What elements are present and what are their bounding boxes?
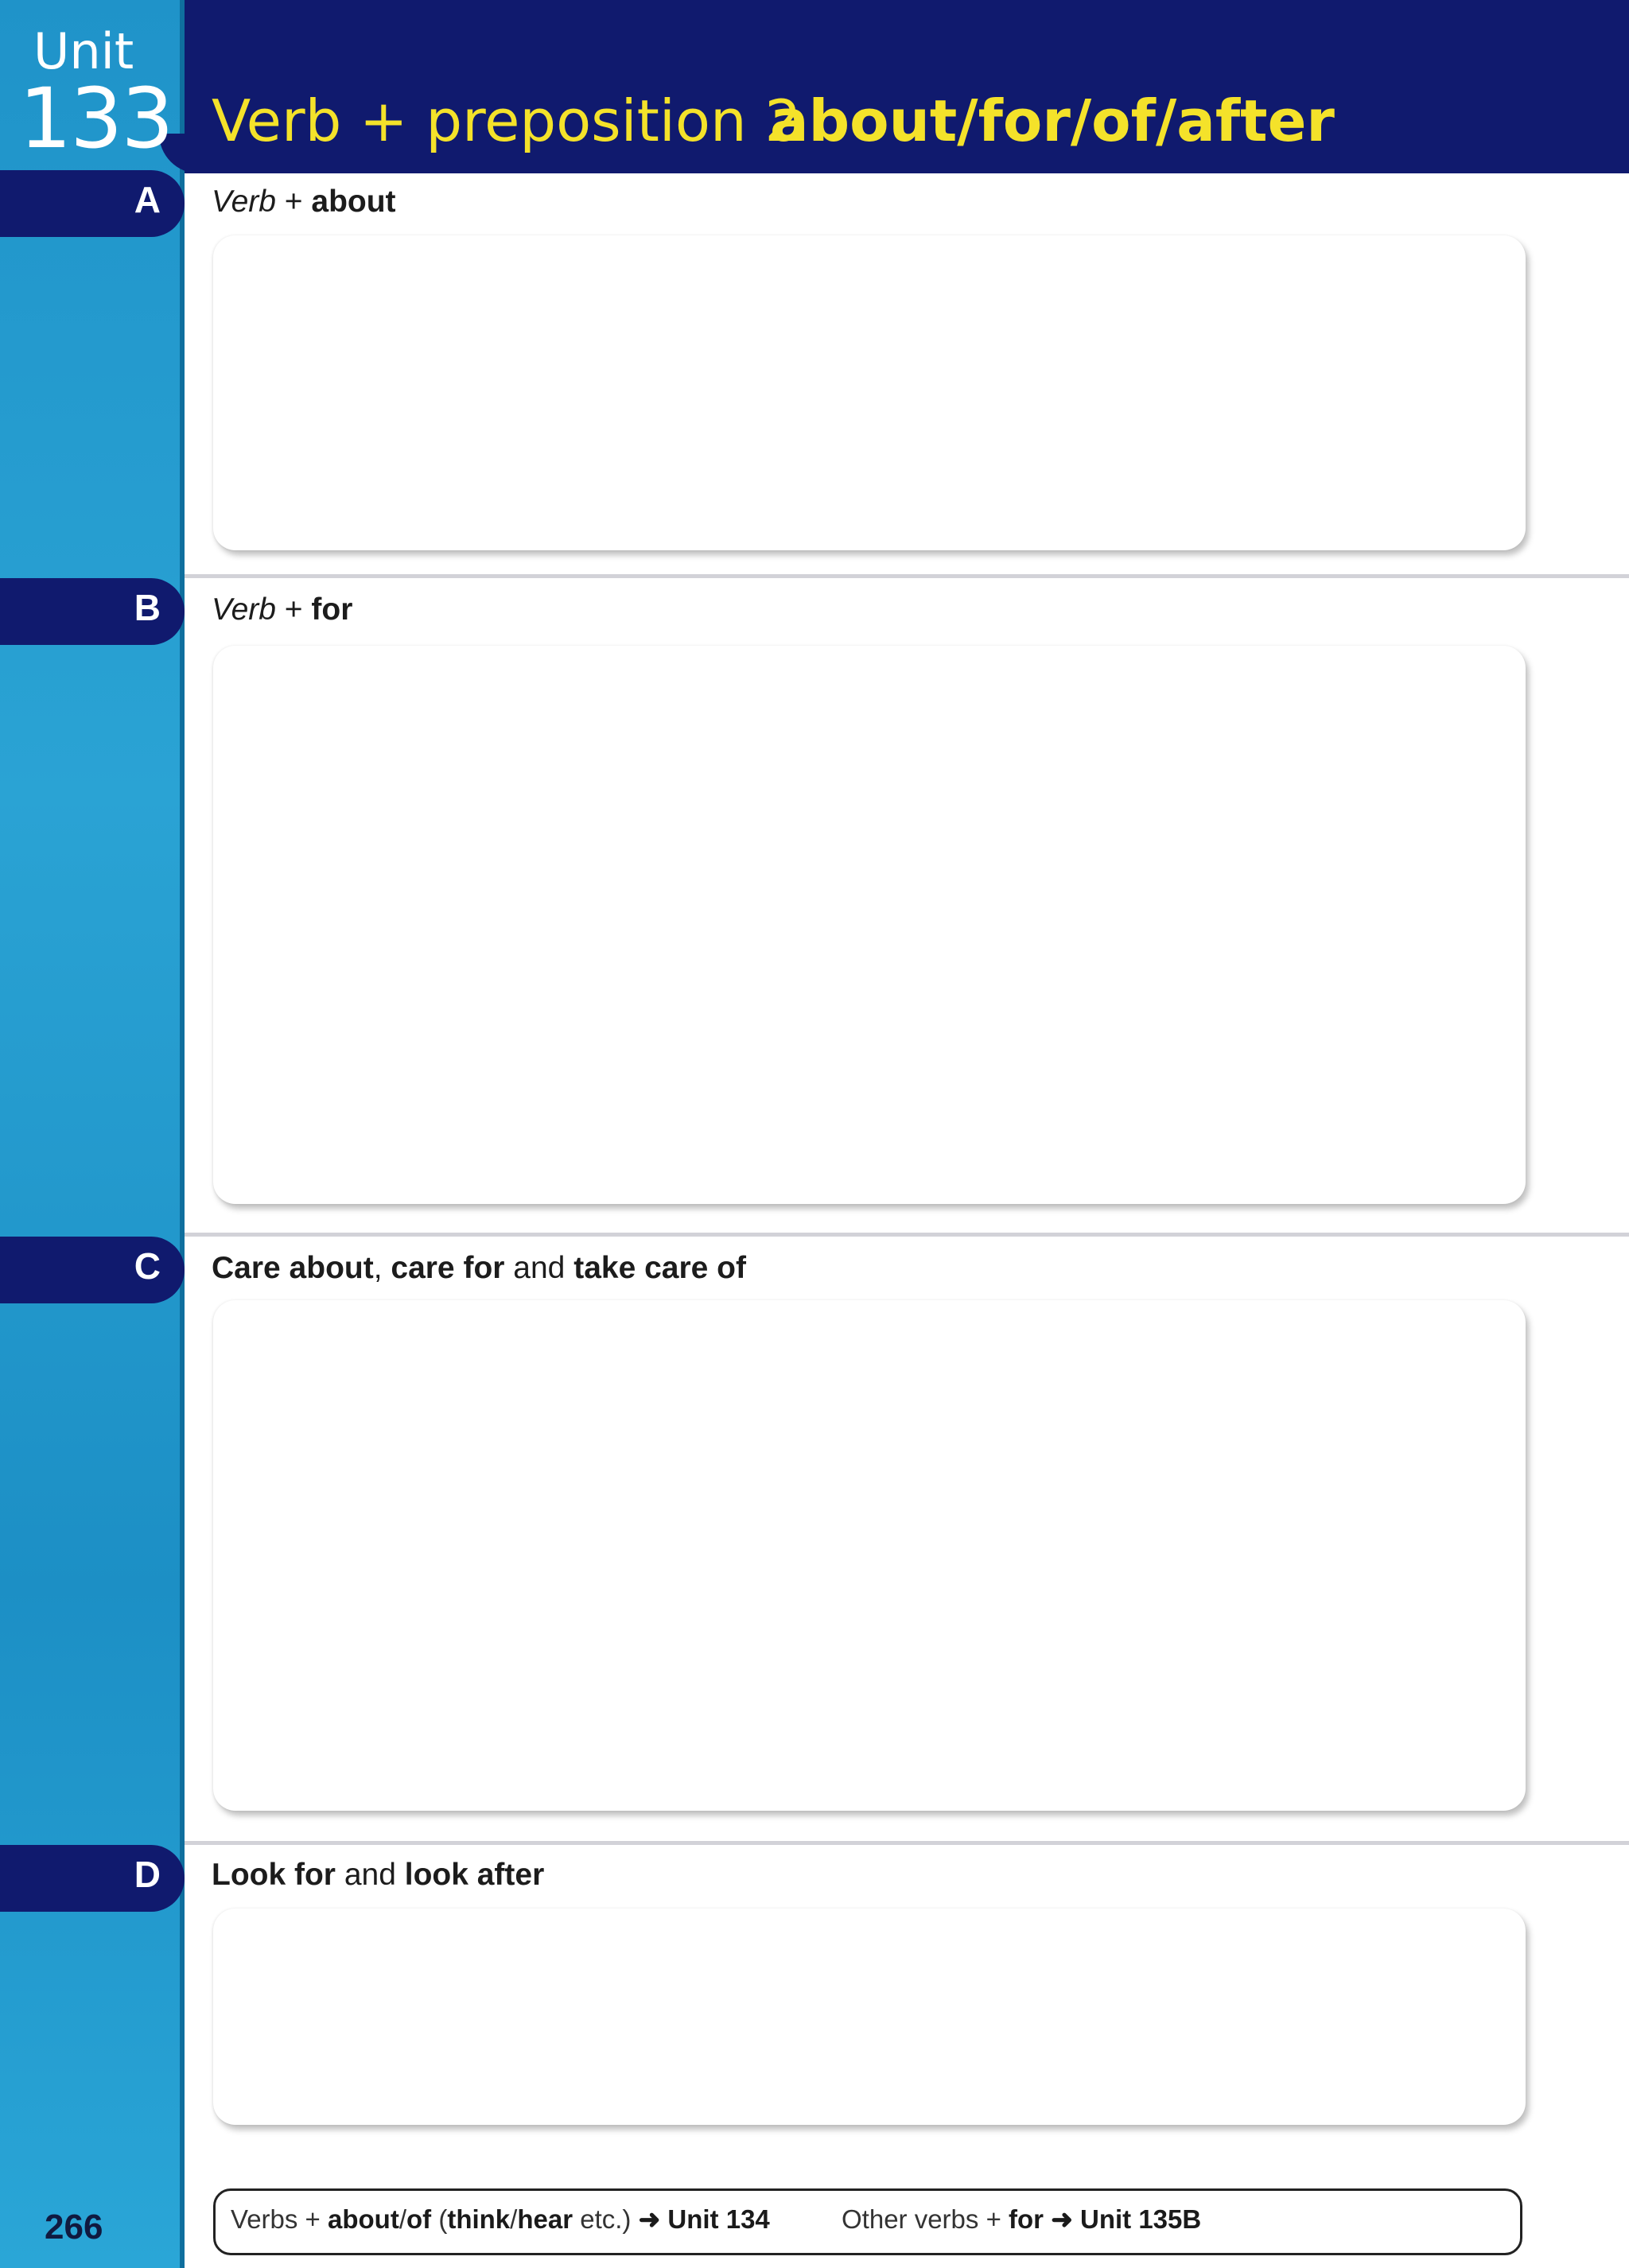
arrow-right-icon: ➜ <box>1051 2204 1073 2234</box>
section-d-heading: Look for and look after <box>212 1858 545 1892</box>
unit-number: 133 <box>19 70 173 167</box>
page-number: 266 <box>45 2208 103 2247</box>
section-divider <box>185 1233 1629 1237</box>
section-b-heading: Verb + for <box>212 592 353 627</box>
section-b-panel <box>213 646 1526 1204</box>
cross-reference-other-verbs-for: Other verbs + for ➜ Unit 135B <box>842 2204 1202 2234</box>
section-d-panel <box>213 1909 1526 2125</box>
section-a-panel <box>213 235 1526 550</box>
page-title: Verb + preposition 2 <box>212 87 802 154</box>
section-tab-d: D <box>0 1845 185 1912</box>
section-tab-b: B <box>0 578 185 645</box>
section-tab-a: A <box>0 170 185 237</box>
cross-reference-verbs-about-of: Verbs + about/of (think/hear etc.) ➜ Unit 134 <box>231 2204 770 2234</box>
unit-label: Unit <box>33 22 134 80</box>
sidebar-stripe <box>0 0 185 2268</box>
section-c-heading: Care about, care for and take care of <box>212 1251 746 1285</box>
page-title-prepositions: about/for/of/after <box>770 87 1335 154</box>
section-divider <box>185 574 1629 578</box>
section-divider <box>185 1841 1629 1845</box>
section-tab-c: C <box>0 1237 185 1303</box>
arrow-right-icon: ➜ <box>638 2204 661 2234</box>
section-a-heading: Verb + about <box>212 184 396 219</box>
section-c-panel <box>213 1300 1526 1811</box>
